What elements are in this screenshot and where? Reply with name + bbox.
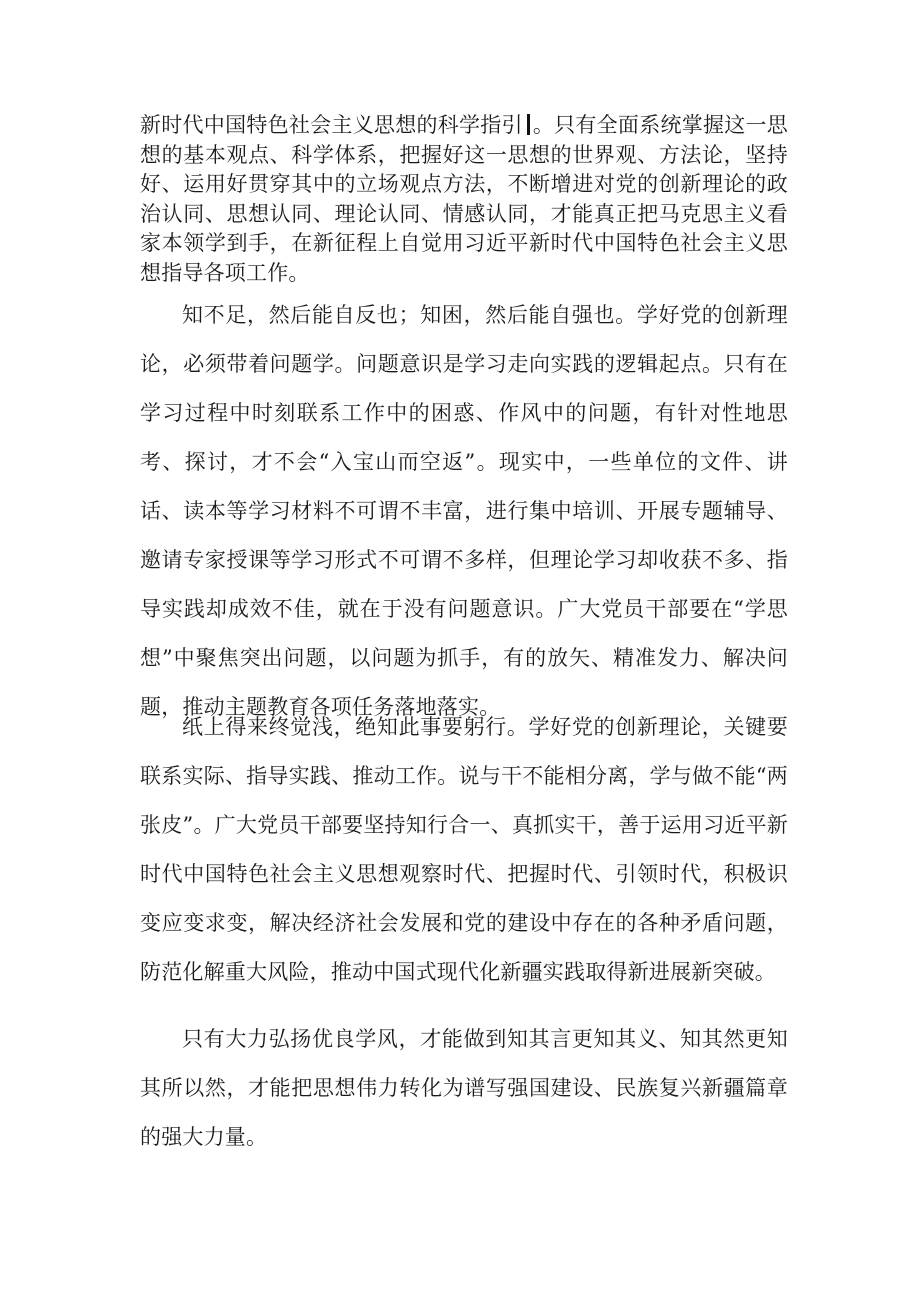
paragraph-4: 只有大力弘扬优良学风，才能做到知其言更知其义、知其然更知其所以然，才能把思想伟力转化为谱写强国建设、民族复兴新疆篇章的强大力量。 bbox=[140, 1027, 788, 1149]
paragraph-1-text-rest: 。只有全面系统掌握这一思想的基本观点、科学体系，把握好这一思想的世界观、方法论，坚持好、运用好贯穿其中的立场观点方法，不断增进对党的创新理论的政治认同、思想认同、理论认同、情感认同，才能真正把马克思主义看家本领学到手，在新征程上自觉用习近平新时代中国特色社会主义思想指导各项工作。 bbox=[140, 113, 788, 285]
text-cursor-mark bbox=[527, 114, 530, 135]
paragraph-1 bbox=[140, 111, 788, 288]
paragraph-3: 纸上得来终觉浅，绝知此事要躬行。学好党的创新理论，关键要联系实际、指导实践、推动工作。说与干不能相分离，学与做不能“两张皮”。广大党员干部要坚持知行合一、真抓实干，善于运用习近平新时代中国特色社会主义思想观察时代、把握时代、引领时代，积极识变应变求变，解决经济社会发展和党的建设中存在的各种矛盾问题，防范化解重大风险，推动中国式现代化新疆实践取得新进展新突破。 bbox=[140, 715, 788, 984]
paragraph-1-text-start: 新时代中国特色社会主义思想的科学指引 bbox=[140, 113, 523, 137]
paragraph-2: 知不足，然后能自反也；知困，然后能自强也。学好党的创新理论，必须带着问题学。问题意识是学习走向实践的逻辑起点。只有在学习过程中时刻联系工作中的困惑、作风中的问题，有针对性地思考、探讨，才不会“入宝山而空返”。现实中，一些单位的文件、讲话、读本等学习材料不可谓不丰富，进行集中培训、开展专题辅导、邀请专家授课等学习形式不可谓不多样，但理论学习却收获不多、指导实践却成效不佳，就在于没有问题意识。广大党员干部要在“学思想”中聚焦突出问题，以问题为抓手，有的放矢、精准发力、解决问题，推动主题教育各项任务落地落实。 bbox=[140, 303, 788, 719]
